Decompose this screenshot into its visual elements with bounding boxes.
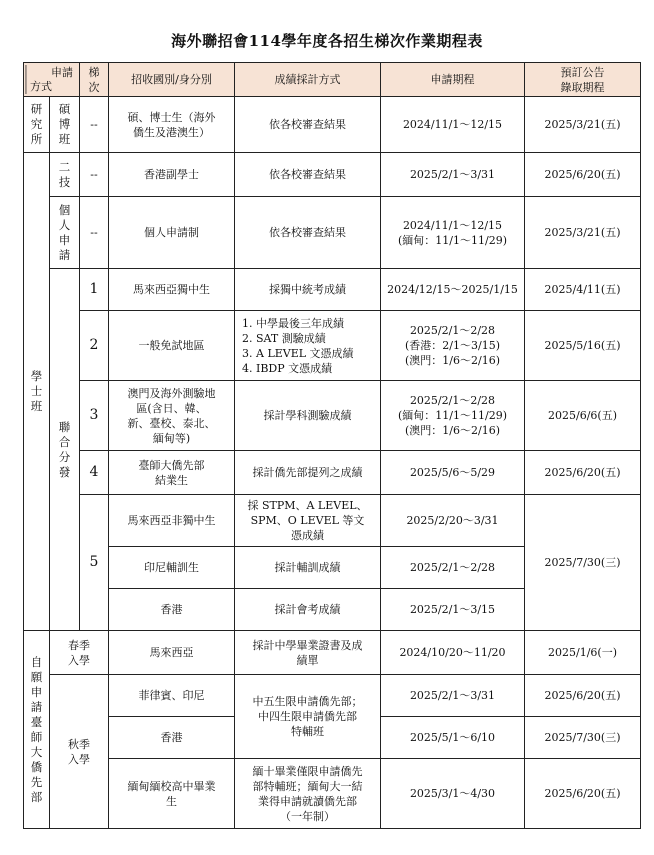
group-two-tech: 二 技: [50, 153, 80, 197]
scoring-cell: 採計中學畢業證書及成 績單: [235, 631, 381, 675]
period-cell: 2025/2/20～3/31: [381, 495, 525, 547]
scoring-cell: 採計會考成績: [235, 589, 381, 631]
group-spring: 春季 入學: [50, 631, 109, 675]
batch-cell: --: [80, 153, 109, 197]
period-cell: 2025/2/1～2/28 (緬甸：11/1～11/29) (澳門：1/6～2/16): [381, 381, 525, 451]
group-bachelor: 學 士 班: [24, 153, 50, 631]
category-cell: 菲律賓、印尼: [109, 675, 235, 717]
scoring-cell: 採計僑先部提列之成績: [235, 451, 381, 495]
batch-cell: 2: [80, 311, 109, 381]
announce-cell: 2025/7/30(三): [525, 717, 641, 759]
announce-cell: 2025/6/20(五): [525, 153, 641, 197]
scoring-cell: 採獨中統考成績: [235, 269, 381, 311]
header-category: 招收國別/身分別: [109, 63, 235, 97]
table-row: [24, 759, 641, 829]
period-cell: 2025/2/1～3/15: [381, 589, 525, 631]
period-cell: 2024/12/15～2025/1/15: [381, 269, 525, 311]
list-item: 4. IBDP 文憑成績: [256, 361, 377, 376]
list-item: 2. SAT 測驗成績: [256, 331, 377, 346]
batch-cell: 4: [80, 451, 109, 495]
batch-cell: 1: [80, 269, 109, 311]
period-cell: 2025/5/1～6/10: [381, 717, 525, 759]
list-item: 1. 中學最後三年成績: [256, 316, 377, 331]
group-self: 自 願 申 請 臺 師 大 僑 先 部: [24, 631, 50, 829]
period-cell: 2024/11/1～12/15: [381, 97, 525, 153]
category-cell: 香港: [109, 717, 235, 759]
announce-cell: 2025/3/21(五): [525, 197, 641, 269]
period-cell: 2024/10/20～11/20: [381, 631, 525, 675]
batch-cell: 5: [80, 495, 109, 631]
list-item: 3. A LEVEL 文憑成績: [256, 346, 377, 361]
scoring-cell: 採 STPM、A LEVEL、 SPM、O LEVEL 等文 憑成績: [235, 495, 381, 547]
scoring-cell: 依各校審查結果: [235, 97, 381, 153]
table-row: [24, 197, 641, 269]
period-cell: 2025/2/1～3/31: [381, 675, 525, 717]
table-row: [24, 97, 641, 153]
announce-cell: 2025/5/16(五): [525, 311, 641, 381]
scoring-cell: 依各校審查結果: [235, 197, 381, 269]
category-cell: 馬來西亞: [109, 631, 235, 675]
header-method-bottom: 方式: [30, 80, 52, 93]
period-cell: 2025/3/1～4/30: [381, 759, 525, 829]
category-cell: 馬來西亞獨中生: [109, 269, 235, 311]
period-cell: 2025/5/6～5/29: [381, 451, 525, 495]
table-row: [24, 153, 641, 197]
table-row: [24, 631, 641, 675]
period-cell: 2025/2/1～2/28: [381, 547, 525, 589]
group-joint: 聯 合 分 發: [50, 269, 80, 631]
header-batch: 梯 次: [80, 63, 109, 97]
page-title: 海外聯招會114學年度各招生梯次作業期程表: [171, 32, 483, 50]
schedule-table: [23, 62, 641, 829]
scoring-cell: 中五生限申請僑先部； 中四生限申請僑先部 特輔班: [235, 675, 381, 759]
category-cell: 一般免試地區: [109, 311, 235, 381]
scoring-cell: 依各校審查結果: [235, 153, 381, 197]
table-row: [24, 495, 641, 547]
group-individual: 個 人 申 請: [50, 197, 80, 269]
announce-cell: 2025/6/20(五): [525, 451, 641, 495]
scoring-cell: 採計學科測驗成績: [235, 381, 381, 451]
category-cell: 個人申請制: [109, 197, 235, 269]
batch-cell: 3: [80, 381, 109, 451]
scoring-cell: 採計輔訓成績: [235, 547, 381, 589]
category-cell: 香港副學士: [109, 153, 235, 197]
announce-cell: 2025/6/20(五): [525, 675, 641, 717]
category-cell: 緬甸緬校高中畢業 生: [109, 759, 235, 829]
table-row: [24, 381, 641, 451]
table-row: [24, 269, 641, 311]
table-row: [24, 311, 641, 381]
announce-cell: 2025/7/30(三): [525, 495, 641, 631]
announce-cell: 2025/6/6(五): [525, 381, 641, 451]
group-autumn: 秋季 入學: [50, 675, 109, 829]
category-cell: 香港: [109, 589, 235, 631]
scoring-cell: 緬十畢業僅限申請僑先 部特輔班；緬甸大一結 業得申請就讀僑先部 （一年制）: [235, 759, 381, 829]
announce-cell: 2025/1/6(一): [525, 631, 641, 675]
table-row: [24, 451, 641, 495]
category-cell: 馬來西亞非獨中生: [109, 495, 235, 547]
scoring-cell: [235, 311, 381, 381]
category-cell: 碩、博士生（海外 僑生及港澳生）: [109, 97, 235, 153]
group-research-sub: 碩 博 班: [50, 97, 80, 153]
header-scoring: 成績採計方式: [235, 63, 381, 97]
header-announce: 預訂公告 錄取期程: [525, 63, 641, 97]
period-cell: 2024/11/1～12/15 (緬甸：11/1～11/29): [381, 197, 525, 269]
header-period: 申請期程: [381, 63, 525, 97]
announce-cell: 2025/6/20(五): [525, 759, 641, 829]
table-row: [24, 675, 641, 717]
category-cell: 澳門及海外測驗地 區(含日、韓、 新、臺校、泰北、 緬甸等): [109, 381, 235, 451]
category-cell: 印尼輔訓生: [109, 547, 235, 589]
batch-cell: --: [80, 97, 109, 153]
header-method-top: 申請: [51, 66, 73, 79]
group-research: 研 究 所: [24, 97, 50, 153]
announce-cell: 2025/4/11(五): [525, 269, 641, 311]
announce-cell: 2025/3/21(五): [525, 97, 641, 153]
category-cell: 臺師大僑先部 結業生: [109, 451, 235, 495]
header-method: [24, 63, 80, 97]
scoring-list: [238, 316, 377, 376]
header-row: [24, 63, 641, 97]
period-cell: 2025/2/1～3/31: [381, 153, 525, 197]
period-cell: 2025/2/1～2/28 (香港：2/1～3/15) (澳門：1/6～2/16): [381, 311, 525, 381]
batch-cell: --: [80, 197, 109, 269]
